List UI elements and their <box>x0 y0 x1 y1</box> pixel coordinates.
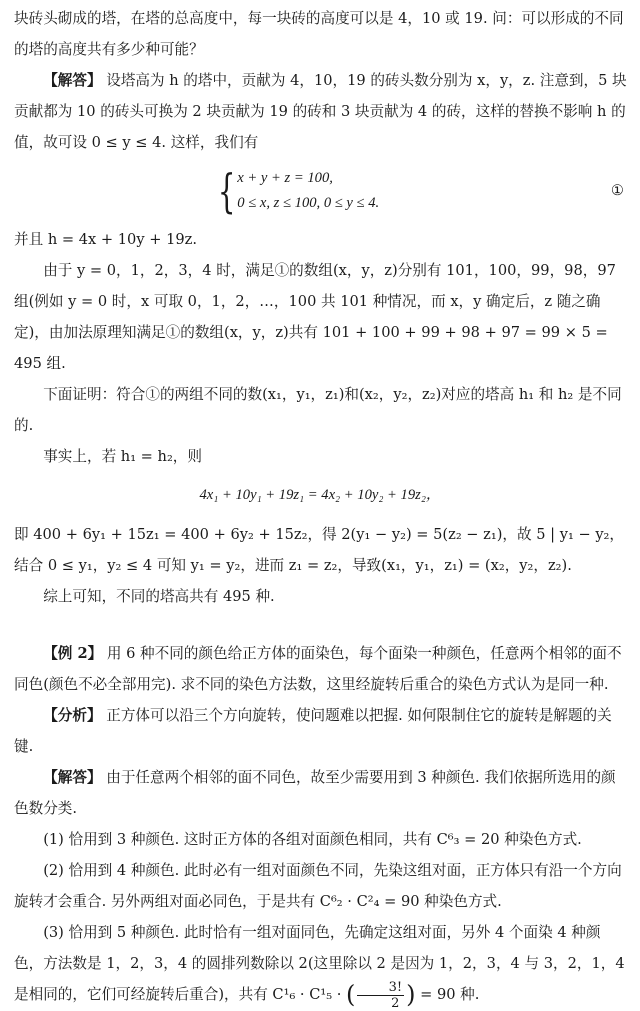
equation-system <box>0 158 640 224</box>
example2-statement <box>0 638 640 700</box>
case-3-text-a: (3) 恰用到 5 种颜色. 此时恰有一组对面同色，先确定这组对面，另外 4 个面染 4 种颜色，方法数是 1，2，3，4 的圆排列数除以 2(这里除以 2 是因为 1，2，3，4 与 3，2，1，4 是相同的，它们可经旋转后重合)，共有 C¹₆ · C¹₅ · <box>14 924 625 1003</box>
analysis-text: 正方体可以沿三个方向旋转，使问题难以把握. 如何限制住它的旋转是解题的关键. <box>14 707 612 755</box>
solution1-para3: 下面证明：符合①的两组不同的数(x₁，y₁，z₁)和(x₂，y₂，z₂)对应的塔高 h₁ 和 h₂ 是不同的. <box>14 386 622 434</box>
equation-number: ① <box>610 182 624 199</box>
fraction-denominator: 2 <box>391 995 400 1011</box>
solution1-para4: 事实上，若 h₁ = h₂，则 <box>43 448 202 465</box>
system-line-2: 0 ≤ x, z ≤ 100, 0 ≤ y ≤ 4. <box>237 195 380 211</box>
display-equation: 4x₁ + 10y₁ + 19z₁ = 4x₂ + 10y₂ + 19z₂， <box>199 487 441 503</box>
solution1-intro-text: 设塔高为 h 的塔中，贡献为 4，10，19 的砖头数分别为 x，y，z. 注意到，5 块贡献都为 10 的砖头可换为 2 块贡献为 19 的砖和 3 块贡献为 4 的砖，这样的替换不影响 h 的值，故可设 0 ≤ y ≤ 4. 这样，我们有 <box>14 72 627 151</box>
solution2-label: 【解答】 <box>43 769 102 786</box>
solution1-conclusion: 综上可知，不同的塔高共有 495 种. <box>43 588 275 605</box>
solution2-intro-text: 由于任意两个相邻的面不同色，故至少需要用到 3 种颜色. 我们依据所选用的颜色数分类. <box>14 769 616 817</box>
solution1-para5: 即 400 + 6y₁ + 15z₁ = 400 + 6y₂ + 15z₂，得 2(y₁ − y₂) = 5(z₂ − z₁)，故 5 | y₁ − y₂，结合 0 ≤ y₁，y₂ ≤ 4 可知 y₁ = y₂，进而 z₁ = z₂，导致(x₁，y₁，z₁) = (x₂，y₂，z₂). <box>14 526 625 574</box>
analysis-label: 【分析】 <box>43 707 102 724</box>
example2-text: 用 6 种不同的颜色给正方体的面染色，每个面染一种颜色，任意两个相邻的面不同色(颜色不必全部用完). 求不同的染色方法数，这里经旋转后重合的染色方式认为是同一种. <box>14 645 622 693</box>
case-3-text-b: = 90 种. <box>415 986 480 1003</box>
fraction <box>357 980 404 1011</box>
height-definition: 并且 h = 4x + 10y + 19z. <box>14 231 197 248</box>
example2-analysis <box>0 700 640 762</box>
problem-tail: 块砖头砌成的塔，在塔的总高度中，每一块砖的高度可以是 4，10 或 19. 问：可以形成的不同的塔的高度共有多少种可能？ <box>14 10 624 58</box>
solution1-label: 【解答】 <box>43 72 102 89</box>
fraction-numerator: 3! <box>357 980 404 996</box>
example2-label: 【例 2】 <box>43 645 103 662</box>
section-gap <box>0 612 640 638</box>
case-3: (3) 恰用到 5 种颜色. 此时恰有一组对面同色，先确定这组对面，另外 4 个面染 4 种颜色，方法数是 1，2，3，4 的圆排列数除以 2(这里除以 2 是因为 1，2，3，4 与 3，2，1，4 是相同的，它们可经旋转后重合)，共有 C¹₆ · C¹₅ · ( $\frac{3!}{2}$ ) = 90 种. <box>14 924 625 1011</box>
solution1-intro <box>0 65 640 158</box>
document-page <box>0 3 640 1011</box>
case-2: (2) 恰用到 4 种颜色. 此时必有一组对面颜色不同，先染这组对面，正方体只有沿一个方向旋转才会重合. 另外两组对面必同色，于是共有 C⁶₂ · C²₄ = 90 种染色方式. <box>14 862 622 910</box>
system-line-1: x + y + z = 100, <box>237 170 333 186</box>
case-1: (1) 恰用到 3 种颜色. 这时正方体的各组对面颜色相同，共有 C⁶₃ = 20 种染色方式. <box>43 831 582 848</box>
solution1-para2: 由于 y = 0，1，2，3，4 时，满足①的数组(x，y，z)分别有 101，100，99，98，97 组(例如 y = 0 时，x 可取 0，1，2，…，100 共 101 种情况，而 x，y 确定后，z 随之确定)，由加法原理知满足①的数组(x，y，z)共有 101 + 100 + 99 + 98 + 97 = 99 × 5 = 495 组. <box>14 262 616 372</box>
example2-solution-intro <box>0 762 640 824</box>
left-brace: { <box>217 164 236 218</box>
